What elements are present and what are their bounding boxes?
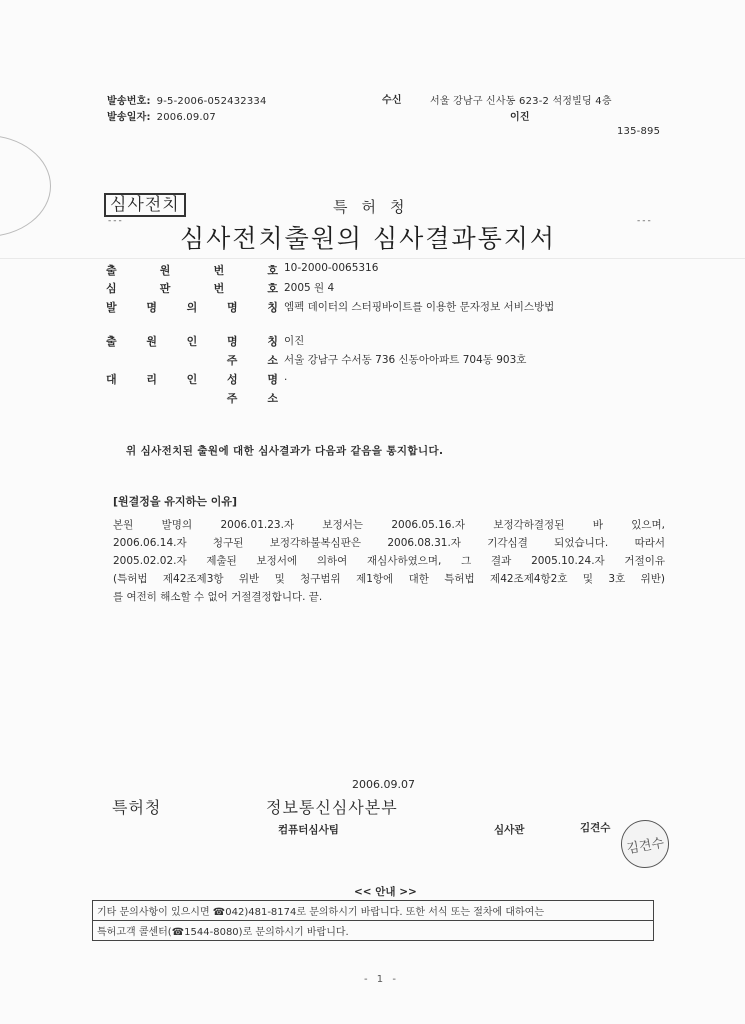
issuing-agency: 특허청 (333, 198, 419, 216)
reason-line: (특허법 제42조제3항 위반 및 청구범위 제1항에 대한 특허법 제42조제4항2호 및 3호 위반) (113, 573, 665, 585)
field-label: 주 소 (226, 354, 278, 367)
reason-line: 2006.06.14.자 청구된 보정각하불복심판은 2006.08.31.자 기각심결 되었습니다. 따라서 (113, 537, 665, 549)
guide-line: 특허고객 콜센터(☎1544-8080)로 문의하시기 바랍니다. (93, 920, 653, 940)
guide-title: << 안내 >> (354, 886, 417, 898)
page-edge-mark (0, 135, 51, 237)
postal-code: 135-895 (617, 126, 661, 137)
field-value: 10-2000-0065316 (284, 262, 379, 274)
dash-mark-right: --- (637, 216, 653, 226)
field-value: . (284, 371, 288, 383)
dispatch-number-label: 발송번호: (107, 96, 151, 107)
seal-text: 김견수 (625, 835, 666, 857)
reason-heading: [원결정을 유지하는 이유] (113, 495, 237, 508)
field-application-number (106, 262, 666, 278)
field-value: 엠펙 데이터의 스터핑바이트를 이용한 문자정보 서비스방법 (284, 301, 555, 313)
dispatch-date-label: 발송일자: (107, 112, 151, 123)
field-invention-title (106, 299, 666, 315)
field-value: 2005 원 4 (284, 282, 335, 294)
reason-body (113, 516, 665, 606)
examiner-name: 김견수 (580, 822, 611, 834)
examiner-label: 심사관 (494, 824, 525, 836)
official-seal (617, 816, 673, 872)
field-value: 이진 (284, 335, 305, 347)
field-applicant-name (106, 333, 666, 349)
field-label: 출 원 인 명 칭 (106, 335, 278, 348)
field-label: 주 소 (226, 392, 278, 405)
dispatch-date (107, 108, 216, 123)
dispatch-number (107, 92, 267, 107)
reason-line: 를 여전히 해소할 수 없어 거절결정합니다. 끝. (113, 591, 323, 603)
notice-statement: 위 심사전치된 출원에 대한 심사결과가 다음과 같음을 통지합니다. (126, 445, 444, 457)
document-title: 심사전치출원의 심사결과통지서 (180, 224, 557, 253)
field-agent-address (106, 390, 666, 406)
field-agent-name (106, 371, 666, 387)
reason-line: 본원 발명의 2006.01.23.자 보정서는 2006.05.16.자 보정각하결정된 바 있으며, (113, 519, 665, 531)
field-label: 대 리 인 성 명 (106, 373, 278, 386)
field-label: 발 명 의 명 칭 (106, 301, 278, 314)
field-label: 심 판 번 호 (106, 282, 278, 295)
dispatch-number-value: 9-5-2006-052432334 (156, 96, 267, 107)
document-type-badge: 심사전치 (104, 193, 186, 217)
page-number: - 1 - (364, 974, 399, 985)
dash-mark-left: --- (108, 216, 124, 226)
dispatch-date-value: 2006.09.07 (156, 112, 216, 123)
signature-team: 컴퓨터심사팀 (278, 824, 339, 836)
recipient-label: 수신 (382, 95, 402, 106)
field-label: 출 원 번 호 (106, 264, 278, 277)
signature-agency: 특허청 (112, 798, 162, 817)
field-applicant-address (106, 352, 666, 368)
guide-line: 기타 문의사항이 있으시면 ☎042)481-8174로 문의하시기 바랍니다. 또한 서식 또는 절차에 대하여는 (97, 907, 544, 918)
guide-box (92, 900, 654, 941)
reason-line: 2005.02.02.자 제출된 보정서에 의하여 재심사하였으며, 그 결과 2005.10.24.자 거절이유 (113, 555, 665, 567)
fold-line (0, 258, 745, 259)
field-value: 서울 강남구 수서동 736 신동아아파트 704동 903호 (284, 354, 527, 366)
field-trial-number (106, 280, 666, 296)
recipient-name: 이진 (510, 112, 530, 123)
recipient-address: 서울 강남구 신사동 623-2 석정빌딩 4층 (430, 96, 612, 107)
issue-date: 2006.09.07 (352, 778, 415, 791)
signature-department: 정보통신심사본부 (266, 798, 398, 817)
